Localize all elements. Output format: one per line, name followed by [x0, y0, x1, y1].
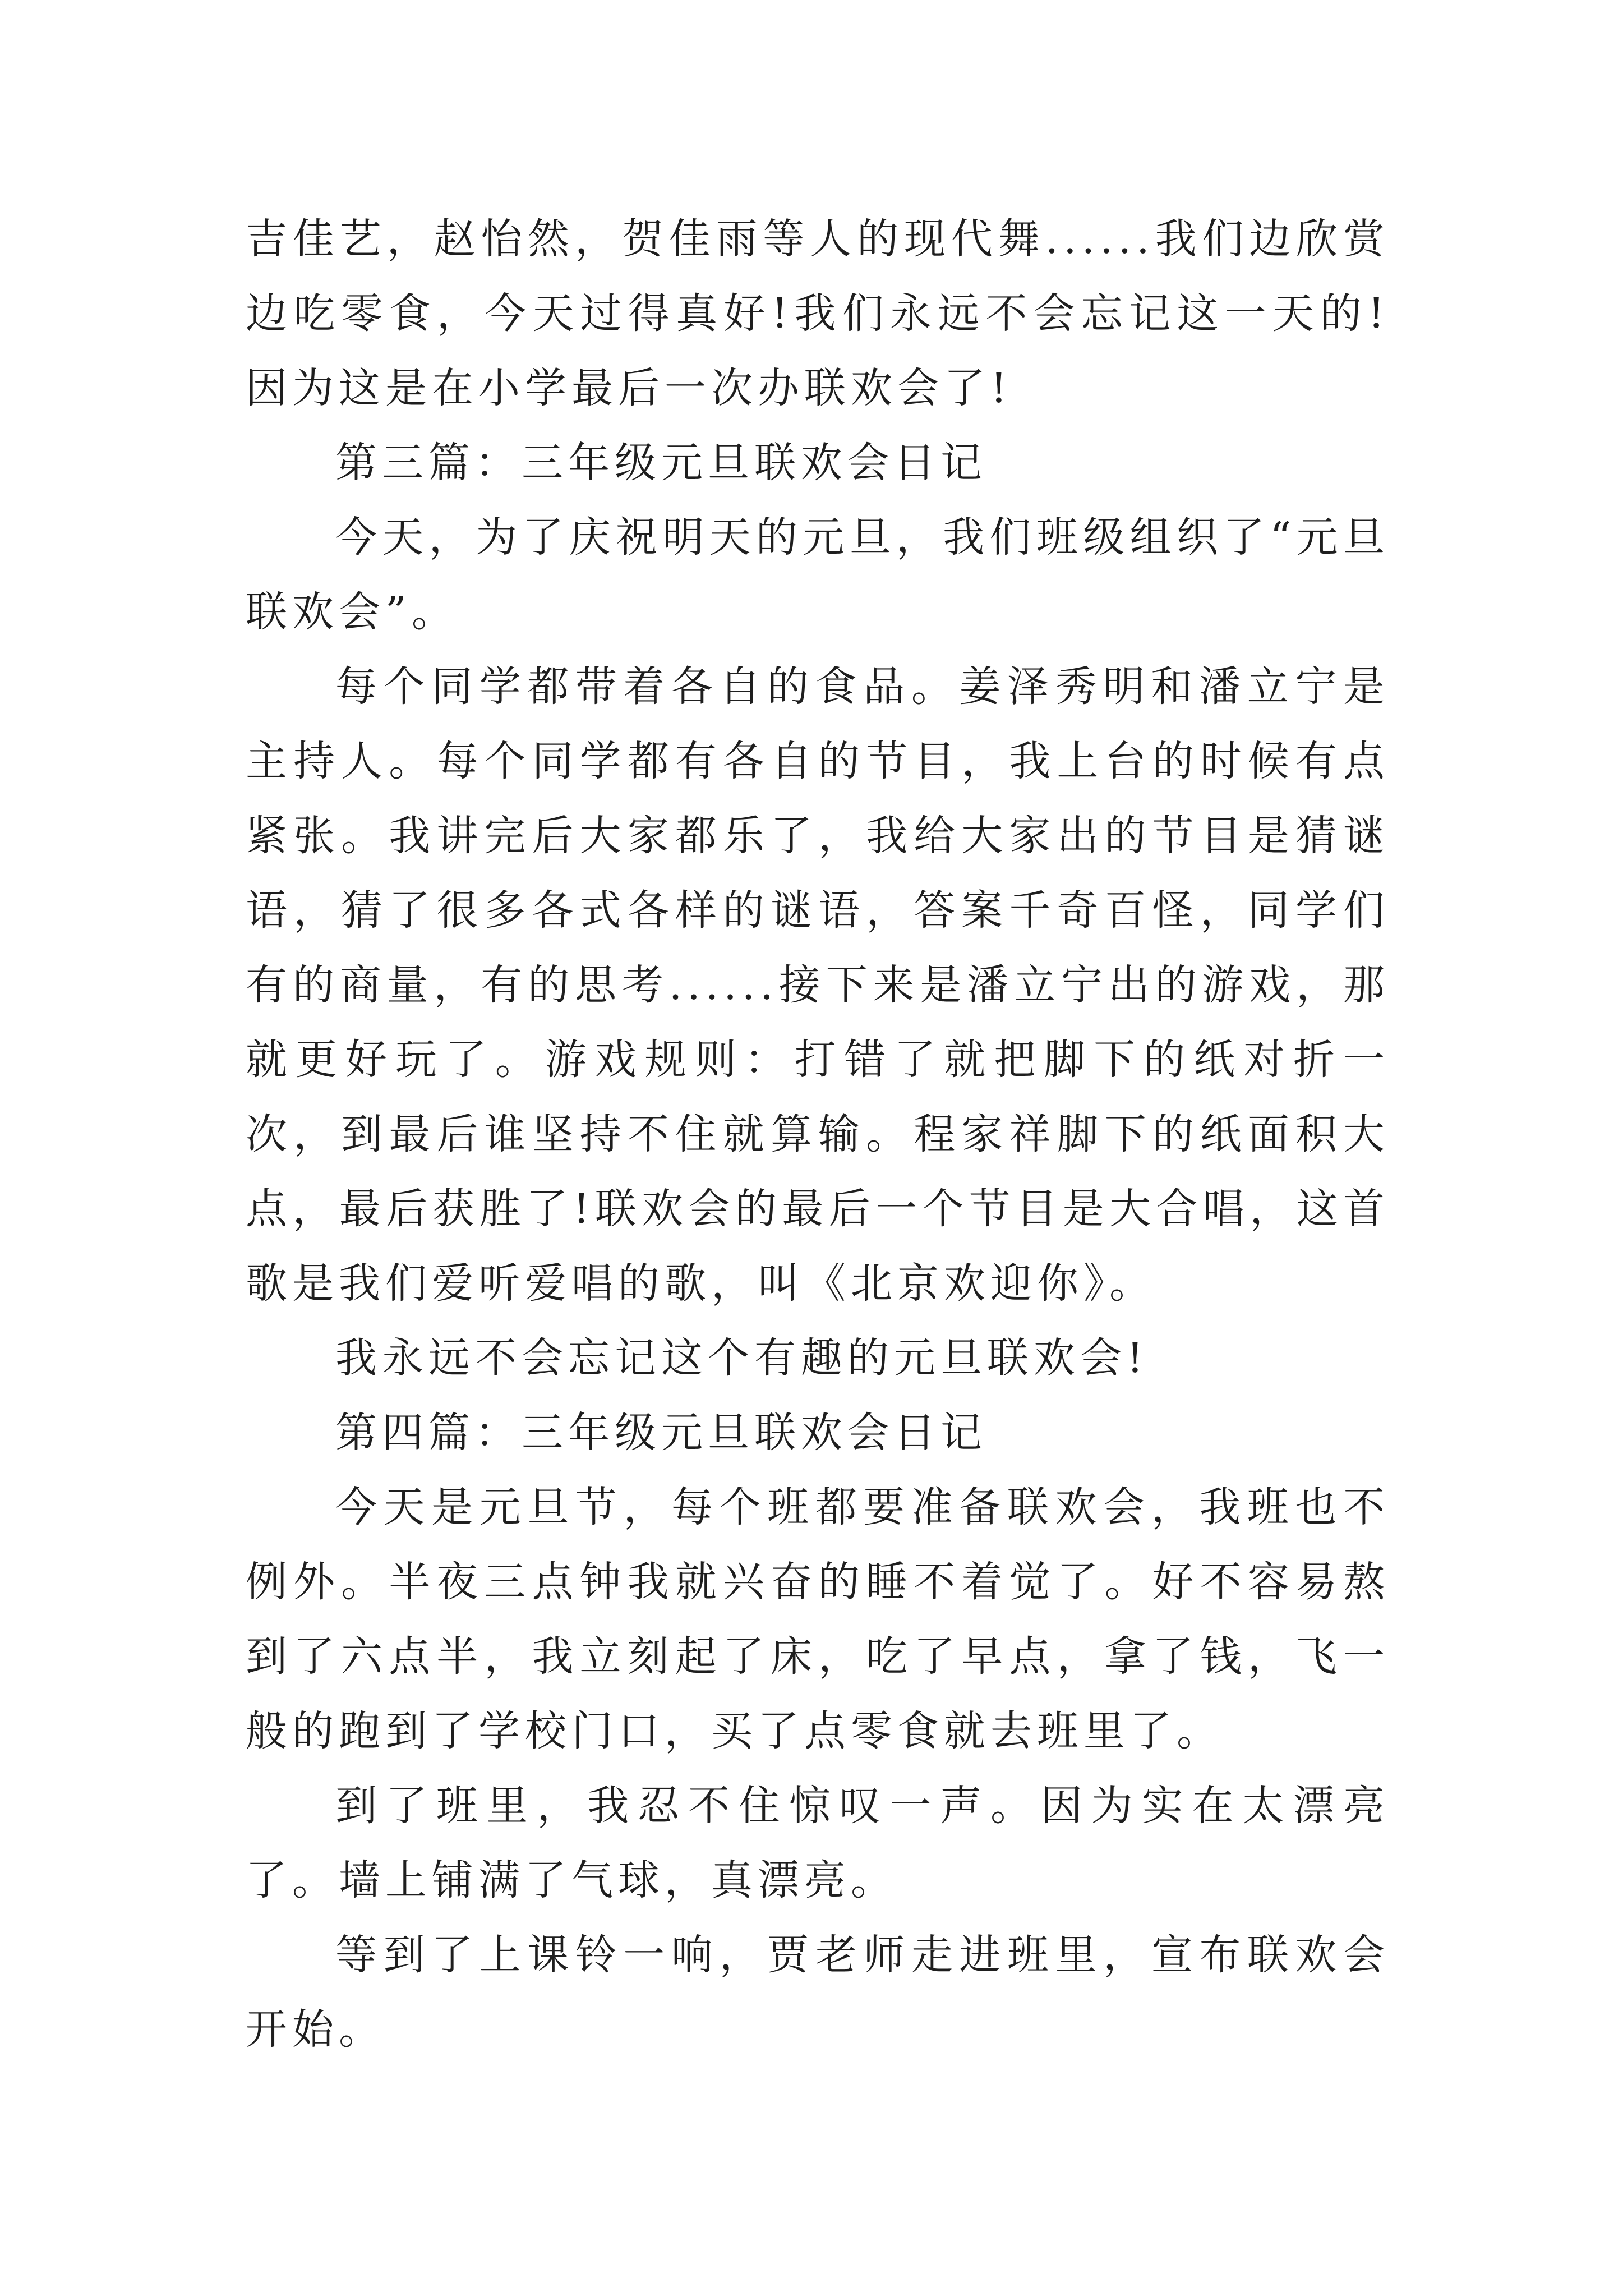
- document-body: [246, 202, 1390, 2067]
- paragraph: 今天，为了庆祝明天的元旦，我们班级组织了“元旦联欢会”。: [246, 513, 1390, 636]
- paragraph-continued: 吉佳艺，赵怡然，贺佳雨等人的现代舞......我们边欣赏边吃零食，今天过得真好!我们永远不会忘记这一天的!因为这是在小学最后一次办联欢会了!: [246, 215, 1390, 412]
- section-heading-part-3: 第三篇：三年级元旦联欢会日记: [335, 439, 987, 487]
- paragraph: 等到了上课铃一响，贾老师走进班里，宣布联欢会开始。: [246, 1931, 1390, 2054]
- paragraph: 每个同学都带着各自的食品。姜泽秀明和潘立宁是主持人。每个同学都有各自的节目，我上台的时候有点紧张。我讲完后大家都乐了，我给大家出的节目是猜谜语，猜了很多各式各样的谜语，答案千奇百怪，同学们有的商量，有的思考......接下来是潘立宁出的游戏，那就更好玩了。游戏规则：打错了就把脚下的纸对折一次，到最后谁坚持不住就算输。程家祥脚下的纸面积大点，最后获胜了!联欢会的最后一个节目是大合唱，这首歌是我们爱听爱唱的歌，叫《北京欢迎你》。: [246, 662, 1390, 1308]
- section-heading-part-4: 第四篇：三年级元旦联欢会日记: [335, 1409, 987, 1457]
- paragraph: 我永远不会忘记这个有趣的元旦联欢会!: [335, 1334, 1149, 1382]
- paragraph: 到了班里，我忍不住惊叹一声。因为实在太漂亮了。墙上铺满了气球，真漂亮。: [246, 1782, 1390, 1904]
- paragraph: 今天是元旦节，每个班都要准备联欢会，我班也不例外。半夜三点钟我就兴奋的睡不着觉了。好不容易熬到了六点半，我立刻起了床，吃了早点，拿了钱，飞一般的跑到了学校门口，买了点零食就去班里了。: [246, 1483, 1390, 1755]
